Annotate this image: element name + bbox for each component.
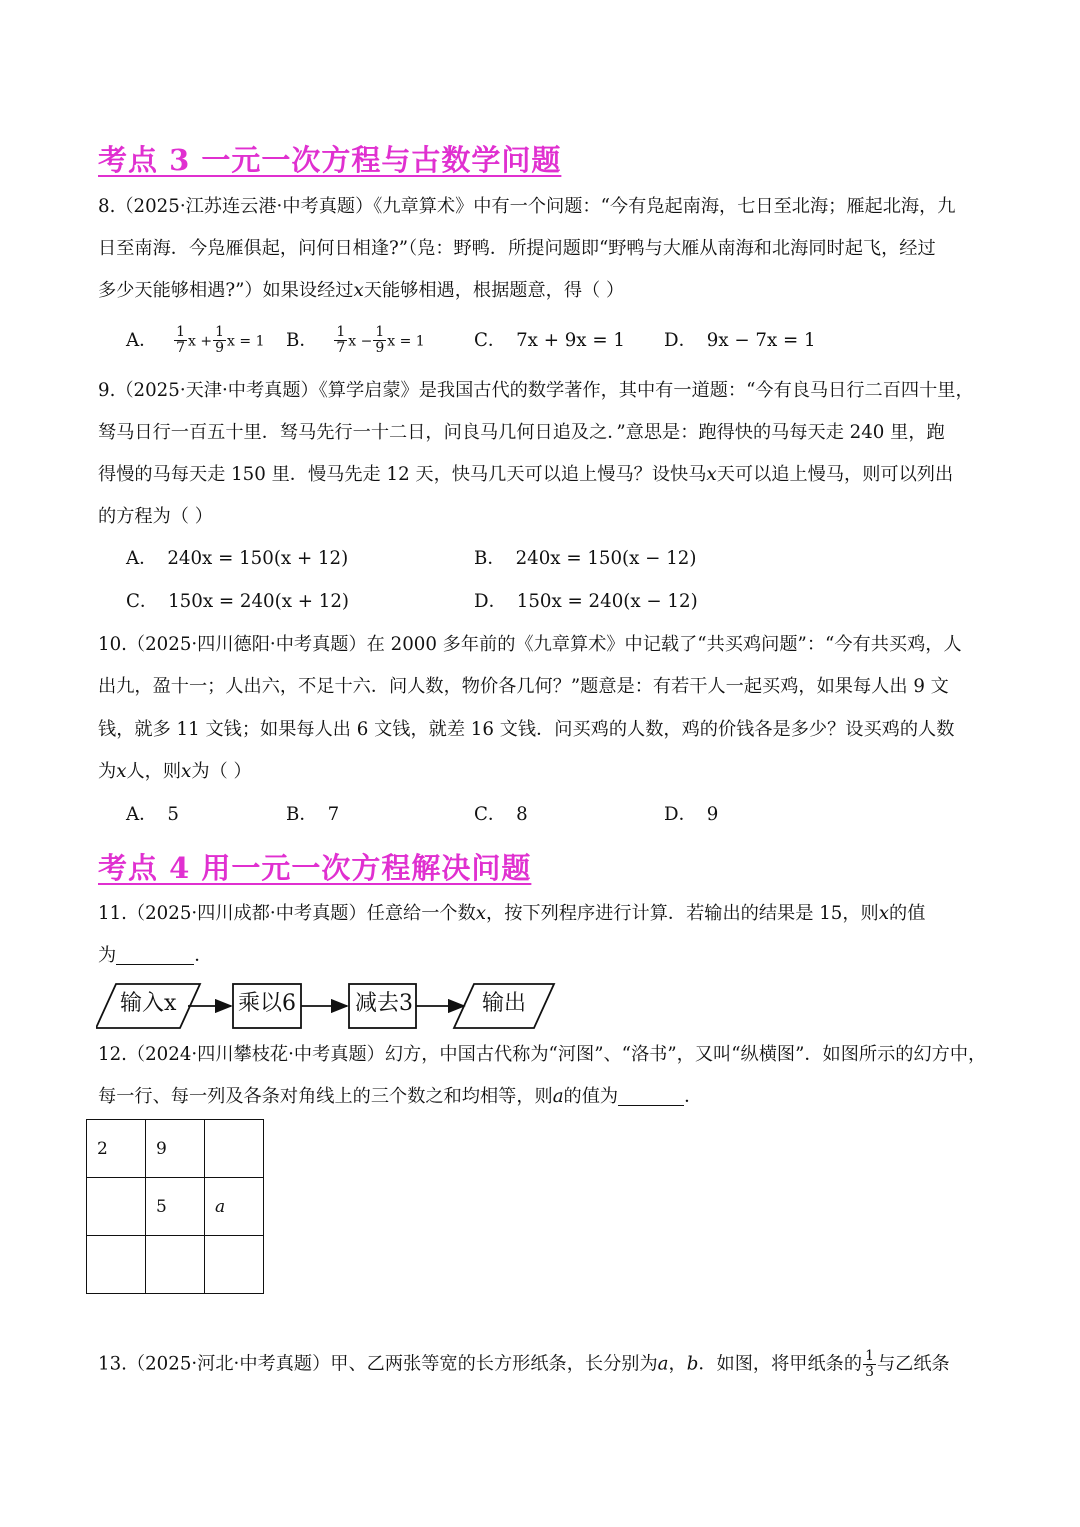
magic-square-cell: 2 [87,1120,146,1178]
magic-square-cell [87,1178,146,1236]
magic-square-cell [205,1120,264,1178]
q9-line-3-pre: 得慢的马每天走 150 里．慢马先走 12 天，快马几天可以追上慢马？设快马 [98,464,707,485]
q8-option-d-key: D． [664,330,697,351]
q9-option-c-key: C． [126,591,159,612]
q9-option-b-expr: 240x = 150(x − 12) [515,548,697,569]
magic-square-cell [205,1236,264,1294]
q8-option-b[interactable] [286,325,425,356]
q11-line-1 [98,900,925,928]
q10-var-x-2: x [181,761,192,782]
q13-fraction: $\frac{1}{3}$ [865,1348,874,1380]
q11-flowchart [96,980,566,1032]
q9-option-d-expr: 150x = 240(x − 12) [516,591,698,612]
q13-line-1-mid: ．如图，将甲纸条的 [698,1353,863,1375]
q9-option-a-expr: 240x = 150(x + 12) [167,548,349,569]
q8-line-3 [98,277,624,305]
q8-option-c[interactable] [474,327,625,355]
section-3-heading: 考点 3 一元一次方程与古数学问题 [98,143,562,177]
magic-square-row [87,1120,264,1178]
q10-option-d-val: 9 [706,804,719,825]
q11-line-2 [98,942,212,970]
q10-line-3: 钱，就多 11 文钱；如果每人出 6 文钱，就差 16 文钱．问买鸡的人数，鸡的价钱各是多少？设买鸡的人数 [98,719,955,740]
q10-line-4-pre: 为 [98,761,117,782]
q10-option-a-key: A． [126,804,158,825]
q8-line-3-post: 天能够相遇，根据题意，得（ ） [363,280,625,301]
q10-option-a-val: 5 [167,804,179,825]
flow-step1-label: 乘以6 [238,991,296,1016]
q10-option-a[interactable] [126,801,179,829]
q11-line-2-pre: 为 [98,945,117,966]
q8-option-a-frac2: $\frac{1}{9}$ [215,324,225,356]
q12-var-a: a [552,1086,564,1107]
q11-line-2-end: ． [194,945,213,966]
magic-square [86,1119,264,1294]
q9-var-x: x [706,464,717,485]
q10-var-x-1: x [116,761,127,782]
q12-line-1: 12.（2024·四川攀枝花·中考真题）幻方，中国古代称为“河图”、“洛书”，又叫“纵横图”．如图所示的幻方中， [98,1044,987,1065]
q11-line-1-post: 的值 [889,903,926,924]
q8-option-d-expr: 9x − 7x = 1 [706,330,816,351]
q9-line-3-post: 天可以追上慢马，则可以列出 [716,464,954,485]
q10-option-b[interactable] [286,801,339,829]
q9-option-c-expr: 150x = 240(x + 12) [168,591,349,612]
section-4-heading: 考点 4 用一元一次方程解决问题 [98,851,532,885]
q10-line-4-mid: 人，则 [126,761,182,782]
q8-option-a-frac1: $\frac{1}{7}$ [176,324,186,356]
q10-option-d[interactable] [664,801,718,829]
flow-output-label: 输出 [482,991,527,1016]
q8-option-b-op: x − [348,333,373,350]
q8-line-3-pre: 多少天能够相遇?”）如果设经过 [98,280,354,301]
q10-option-c-key: C． [474,804,507,825]
q13-line-1-pre: 13.（2025·河北·中考真题）甲、乙两张等宽的长方形纸条，长分别为 [98,1353,658,1375]
q9-option-b[interactable] [474,545,696,573]
magic-square-row [87,1236,264,1294]
magic-square-cell-a: a [205,1178,264,1236]
q9-line-4: 的方程为（ ） [98,506,213,527]
q10-line-4 [98,758,252,786]
q13-sep: ， [668,1353,687,1375]
q9-option-c[interactable] [126,588,349,616]
q11-var-x-1: x [475,903,487,924]
q10-option-c[interactable] [474,801,528,829]
q8-option-a[interactable] [126,325,264,356]
q9-line-2: 驽马日行一百五十里．驽马先行一十二日，问良马几何日追及之．”意思是：跑得快的马每天走 240 里，跑 [98,422,945,443]
q13-var-b: b [686,1353,699,1375]
q8-option-c-expr: 7x + 9x = 1 [516,330,625,351]
magic-square-cell [146,1236,205,1294]
flow-step2-label: 减去3 [355,991,413,1016]
q8-option-b-frac2: $\frac{1}{9}$ [375,324,385,356]
q9-option-a-key: A． [126,548,158,569]
q9-option-b-key: B． [474,548,506,569]
q9-option-d-key: D． [474,591,507,612]
q8-option-a-key: A． [126,329,158,351]
q11-line-1-mid: ，按下列程序进行计算．若输出的结果是 15，则 [486,903,879,924]
q8-option-a-tail: x = 1 [227,333,265,350]
q10-option-c-val: 8 [516,804,528,825]
q10-line-2: 出九，盈十一；人出六，不足十六．问人数，物价各几何？”题意是：有若干人一起买鸡，如果每人出 9 文 [98,676,949,697]
q8-option-a-op: x + [188,333,213,350]
q11-line-1-pre: 11.（2025·四川成都·中考真题）任意给一个数 [98,903,476,924]
q8-var-x: x [353,280,364,301]
q12-line-2-end: ． [684,1086,703,1107]
q10-line-4-post: 为（ ） [191,761,252,782]
q9-line-1: 9.（2025·天津·中考真题）《算学启蒙》是我国古代的数学著作，其中有一道题：“今有良马日行二百四十里， [98,380,974,401]
q8-line-2: 日至南海．今凫雁俱起，问何日相逢?”（凫：野鸭．所提问题即“野鸭与大雁从南海和北海同时起飞，经过 [98,238,936,259]
q10-option-b-key: B． [286,804,318,825]
q9-option-a[interactable] [126,545,348,573]
q8-option-d[interactable] [664,327,816,355]
q8-option-b-tail: x = 1 [387,333,425,350]
magic-square-cell: 9 [146,1120,205,1178]
q13-line-1 [98,1349,950,1380]
q8-option-c-key: C． [474,330,507,351]
q8-option-b-key: B． [286,329,318,351]
q11-answer-blank[interactable] [116,944,194,965]
q12-line-2-pre: 每一行、每一列及各条对角线上的三个数之和均相等，则 [98,1086,553,1107]
q10-option-b-val: 7 [327,804,340,825]
q10-option-d-key: D． [664,804,697,825]
magic-square-cell [87,1236,146,1294]
magic-square-row [87,1178,264,1236]
q11-var-x-2: x [878,903,889,924]
q12-answer-blank[interactable] [618,1085,684,1106]
q8-option-b-frac1: $\frac{1}{7}$ [336,324,346,356]
q9-option-d[interactable] [474,588,698,616]
q8-line-1: 8.（2025·江苏连云港·中考真题）《九章算术》中有一个问题：“今有凫起南海，七日至北海；雁起北海，九 [98,196,956,217]
q12-line-2-post: 的值为 [563,1086,619,1107]
q12-line-2 [98,1083,702,1111]
q13-line-1-post: 与乙纸条 [876,1353,950,1375]
q10-line-1: 10.（2025·四川德阳·中考真题）在 2000 多年前的《九章算术》中记载了“共买鸡问题”：“今有共买鸡，人 [98,634,962,655]
flow-input-label: 输入x [120,991,177,1016]
q13-var-a: a [657,1353,669,1375]
magic-square-cell: 5 [146,1178,205,1236]
q9-line-3 [98,461,953,489]
